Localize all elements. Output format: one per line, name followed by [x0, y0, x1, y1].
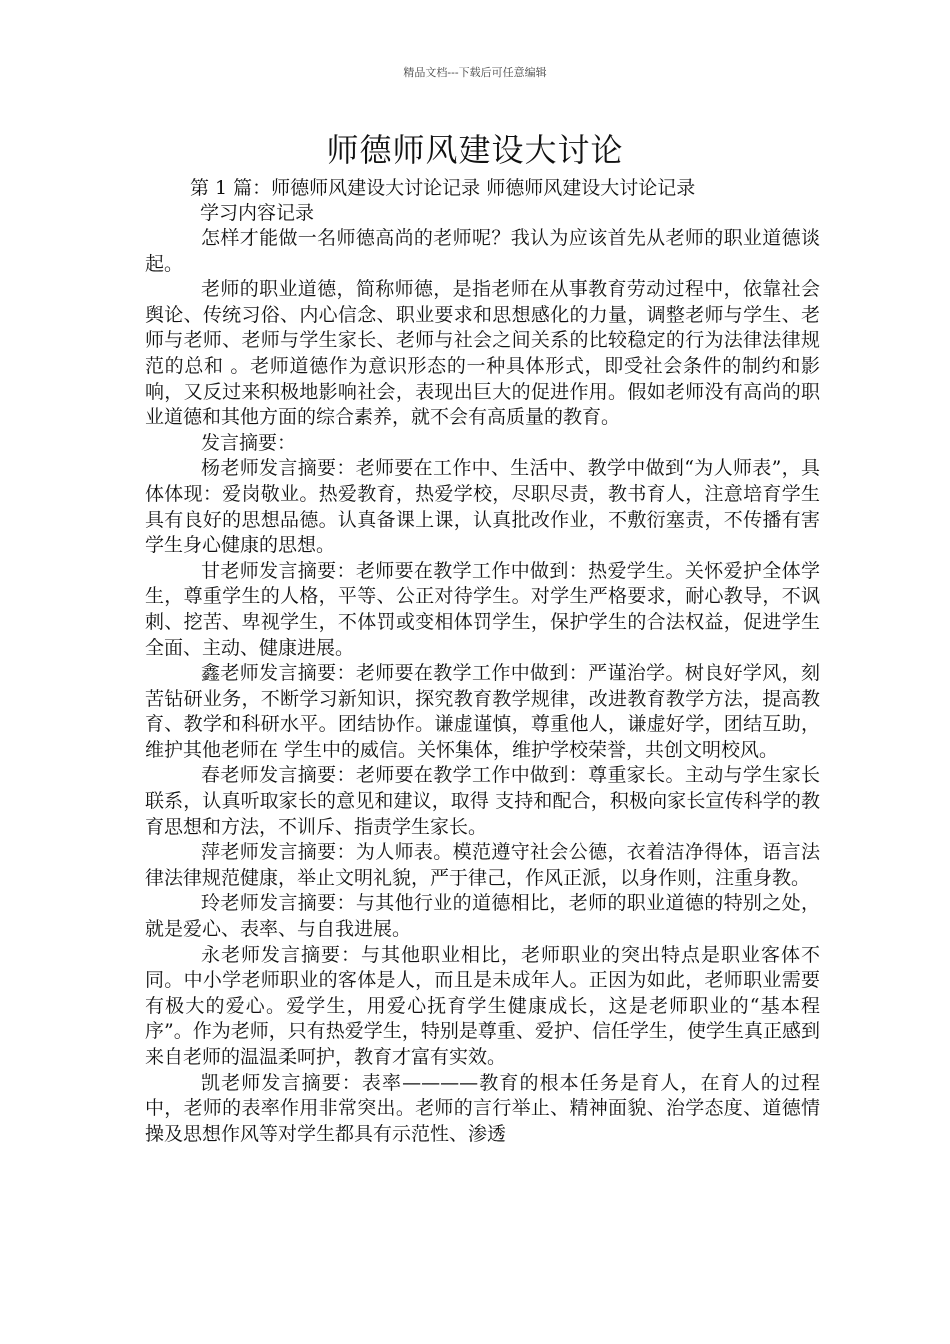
paragraph: 玲老师发言摘要：与其他行业的道德相比，老师的职业道德的特别之处，就是爱心、表率、与自我进展。: [145, 892, 820, 941]
paragraph: 凯老师发言摘要：表率————教育的根本任务是育人，在育人的过程中，老师的表率作用非常突出。老师的言行举止、精神面貌、治学态度、道德情操及思想作风等对学生都具有示范性、渗透: [145, 1071, 820, 1145]
paragraph: 发言摘要：: [201, 431, 297, 454]
section-heading: 学习内容记录: [200, 202, 315, 224]
paragraph: 甘老师发言摘要：老师要在教学工作中做到：热爱学生。关怀爱护全体学生，尊重学生的人格，平等、公正对待学生。对学生严格要求，耐心教导，不讽刺、挖苦、卑视学生，不体罚或变相体罚学生，保护学生的合法权益，促进学生全面、主动、健康进展。: [145, 559, 820, 659]
paragraph: 老师的职业道德，简称师德，是指老师在从事教育劳动过程中，依靠社会舆论、传统习俗、内心信念、职业要求和思想感化的力量，调整老师与学生、老师与老师、老师与学生家长、老师与社会之间关系的比较稳定的行为法律法律规范的总和 。老师道德作为意识形态的一种具体形式，即受社会条件的制约和影响，又反过来积极地影响社会，表现出巨大的促进作用。假如老师没有高尚的职业道德和其他方面的综合素养，就不会有高质量的教育。: [145, 278, 820, 429]
header-watermark: 精品文档---下载后可任意编辑: [403, 66, 547, 79]
document-body: [145, 226, 820, 1147]
paragraph: 杨老师发言摘要：老师要在工作中、生活中、教学中做到“为人师表”，具体体现：爱岗敬业。热爱教育，热爱学校，尽职尽责，教书育人，注意培育学生具有良好的思想品德。认真备课上课，认真批改作业，不敷衍塞责，不传播有害学生身心健康的思想。: [145, 457, 820, 557]
document-title: 师德师风建设大讨论: [326, 131, 624, 169]
document-subtitle: 第 1 篇：师德师风建设大讨论记录 师德师风建设大讨论记录: [190, 177, 696, 199]
paragraph: 怎样才能做一名师德高尚的老师呢？我认为应该首先从老师的职业道德谈起。: [145, 227, 820, 275]
paragraph: 永老师发言摘要：与其他职业相比，老师职业的突出特点是职业客体不同。中小学老师职业的客体是人，而且是未成年人。正因为如此，老师职业需要有极大的爱心。爱学生，用爱心抚育学生健康成长，这是老师职业的“基本程序”。作为老师，只有热爱学生，特别是尊重、爱护、信任学生，使学生真正感到来自老师的温温柔呵护，教育才富有实效。: [145, 943, 820, 1068]
paragraph: 萍老师发言摘要：为人师表。模范遵守社会公德，衣着洁净得体，语言法律法律规范健康，举止文明礼貌，严于律己，作风正派，以身作则，注重身教。: [145, 841, 820, 889]
paragraph: 春老师发言摘要：老师要在教学工作中做到：尊重家长。主动与学生家长联系，认真听取家长的意见和建议，取得 支持和配合，积极向家长宣传科学的教育思想和方法，不训斥、指责学生家长。: [145, 764, 820, 838]
paragraph: 鑫老师发言摘要：老师要在教学工作中做到：严谨治学。树良好学风，刻苦钻研业务，不断学习新知识，探究教育教学规律，改进教育教学方法，提高教育、教学和科研水平。团结协作。谦虚谨慎，尊重他人，谦虚好学，团结互助，维护其他老师在 学生中的威信。关怀集体，维护学校荣誉，共创文明校风。: [145, 662, 820, 761]
